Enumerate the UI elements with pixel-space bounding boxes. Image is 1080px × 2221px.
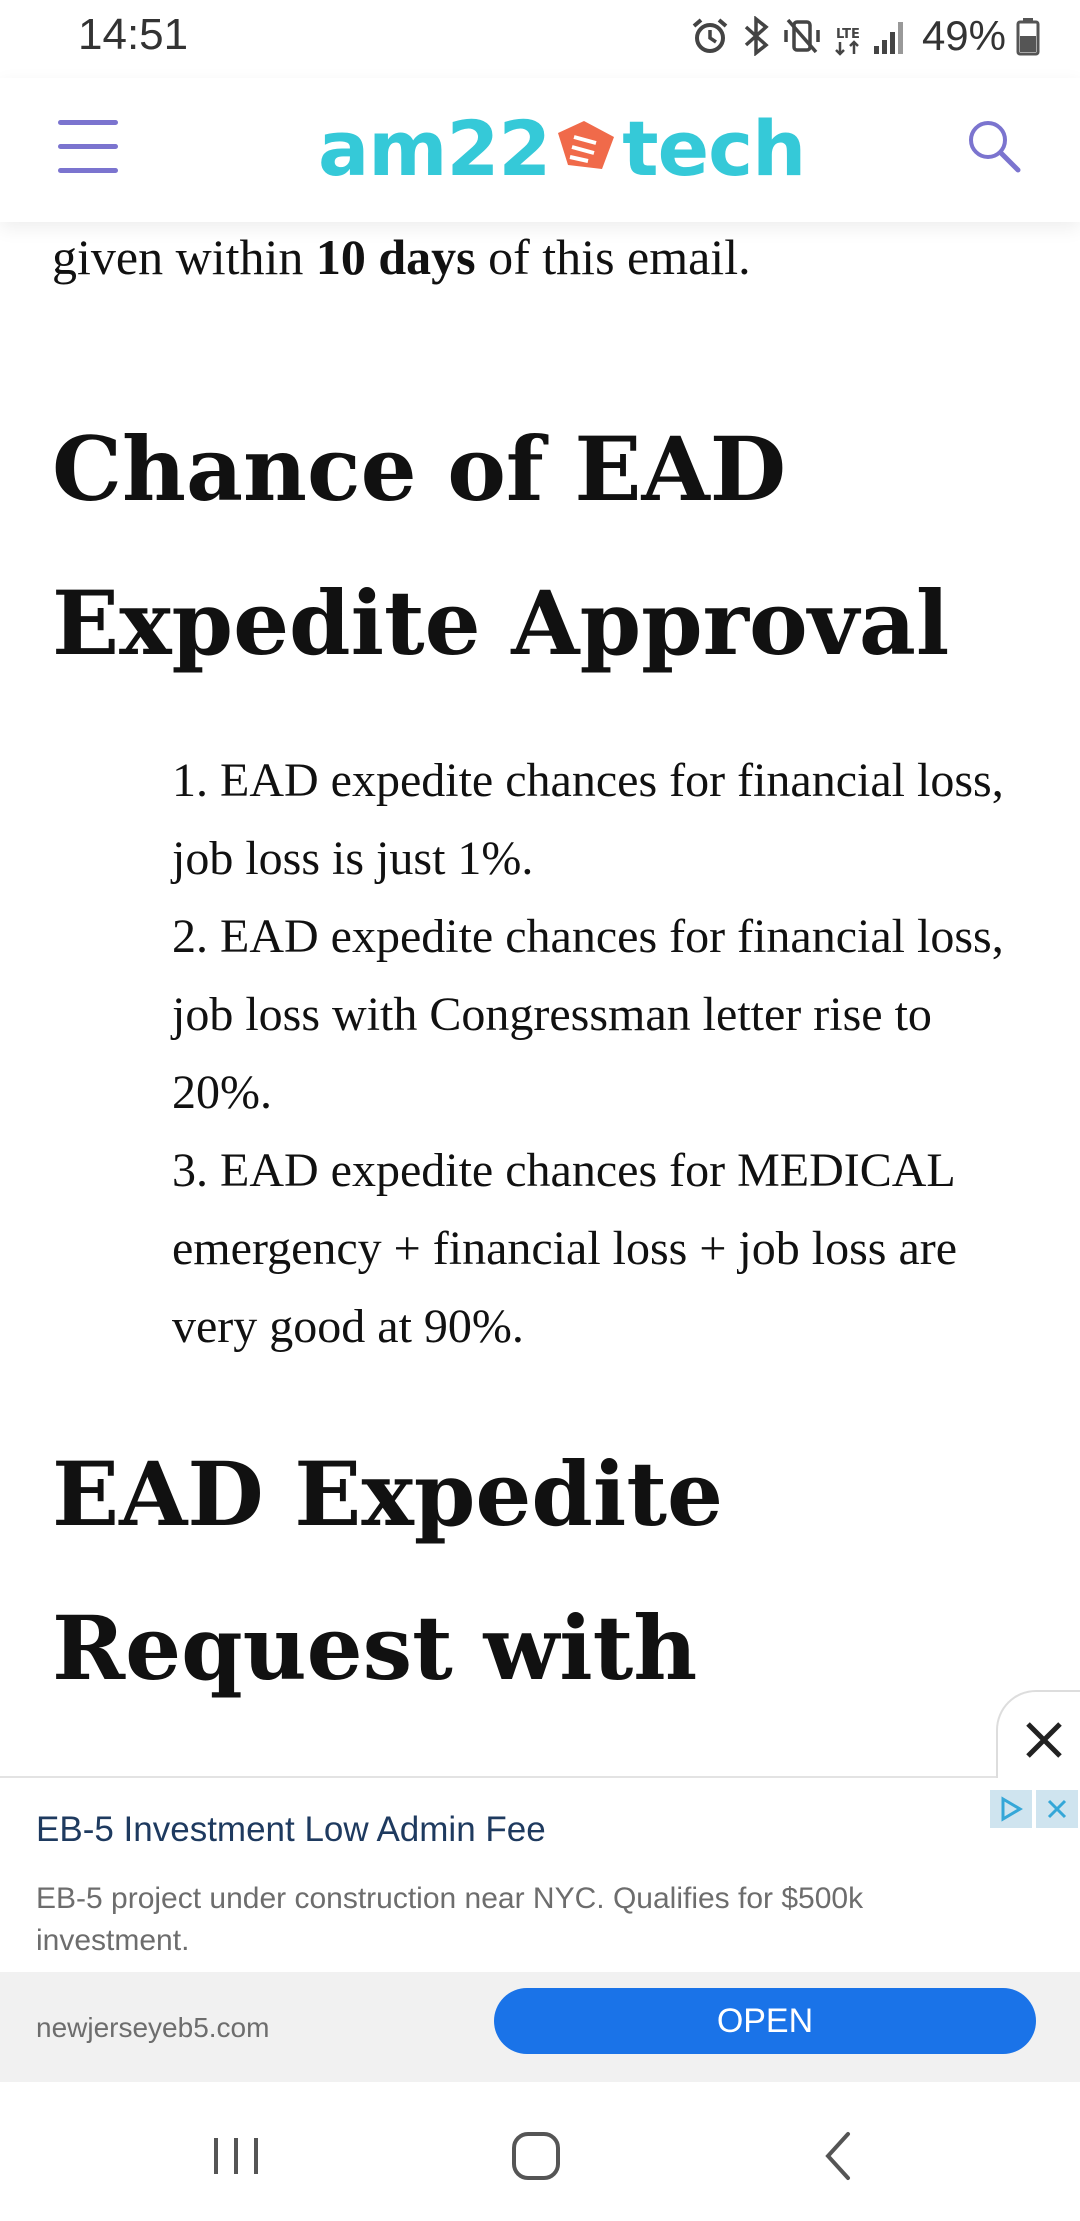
heading-line: Chance of EAD xyxy=(52,417,787,521)
site-header xyxy=(0,78,1080,222)
list-item: 2. EAD expedite chances for financial loss, job loss with Congressman letter rise to 20%. xyxy=(172,910,1004,1119)
system-nav-bar xyxy=(0,2080,1080,2221)
home-icon[interactable] xyxy=(506,2126,566,2186)
battery-icon xyxy=(1016,16,1040,56)
heading-line: EAD Expedite xyxy=(52,1442,723,1546)
heading-line: Expedite Approval xyxy=(52,571,950,675)
bluetooth-icon xyxy=(740,16,772,56)
vibrate-icon xyxy=(782,16,822,56)
status-bar xyxy=(0,0,1080,78)
ad-description: EB-5 project under construction near NYC. Qualifies for $500k investment. xyxy=(36,1882,864,1957)
close-icon xyxy=(1022,1718,1066,1762)
search-icon[interactable] xyxy=(964,116,1024,176)
signal-icon xyxy=(872,16,908,56)
heading-line: Request with xyxy=(52,1596,698,1700)
back-icon[interactable] xyxy=(810,2126,870,2186)
heading-ead-expedite-request xyxy=(52,1417,723,1725)
alarm-icon xyxy=(690,16,730,56)
heading-chance-of-ead-expedite xyxy=(52,392,949,700)
ad-dismiss-button[interactable] xyxy=(996,1690,1080,1778)
ad-badges xyxy=(990,1790,1078,1828)
status-time: 14:51 xyxy=(78,10,189,59)
intro-text-post: of this email. xyxy=(475,229,751,285)
ad-open-button[interactable]: OPEN xyxy=(494,1988,1036,2054)
intro-text-pre: given within xyxy=(52,229,316,285)
logo-text-right: tech xyxy=(622,103,806,193)
site-logo[interactable] xyxy=(318,103,806,193)
intro-line xyxy=(52,228,751,286)
recent-apps-icon[interactable] xyxy=(206,2126,266,2186)
logo-mark-icon xyxy=(554,104,618,193)
adchoices-icon[interactable] xyxy=(990,1790,1032,1828)
list-item: 3. EAD expedite chances for MEDICAL emergency + financial loss + job loss are very good at 90%. xyxy=(172,1144,958,1353)
lte-icon xyxy=(832,16,862,56)
hamburger-menu-icon[interactable] xyxy=(58,120,118,174)
intro-text-bold: 10 days xyxy=(315,229,476,285)
ad-domain: newjerseyeb5.com xyxy=(36,2012,270,2043)
svg-text:LTE: LTE xyxy=(835,27,860,42)
list-item: 1. EAD expedite chances for financial loss, job loss is just 1%. xyxy=(172,754,1004,885)
ad-banner[interactable] xyxy=(0,1776,1080,2082)
chances-list xyxy=(172,742,1032,1366)
status-icons xyxy=(690,12,1040,60)
battery-percentage: 49% xyxy=(921,12,1006,59)
ad-close-icon[interactable] xyxy=(1036,1790,1078,1828)
ad-footer xyxy=(0,1972,1080,2082)
logo-text-left: am22 xyxy=(318,103,551,193)
ad-title[interactable]: EB-5 Investment Low Admin Fee xyxy=(36,1810,546,1849)
